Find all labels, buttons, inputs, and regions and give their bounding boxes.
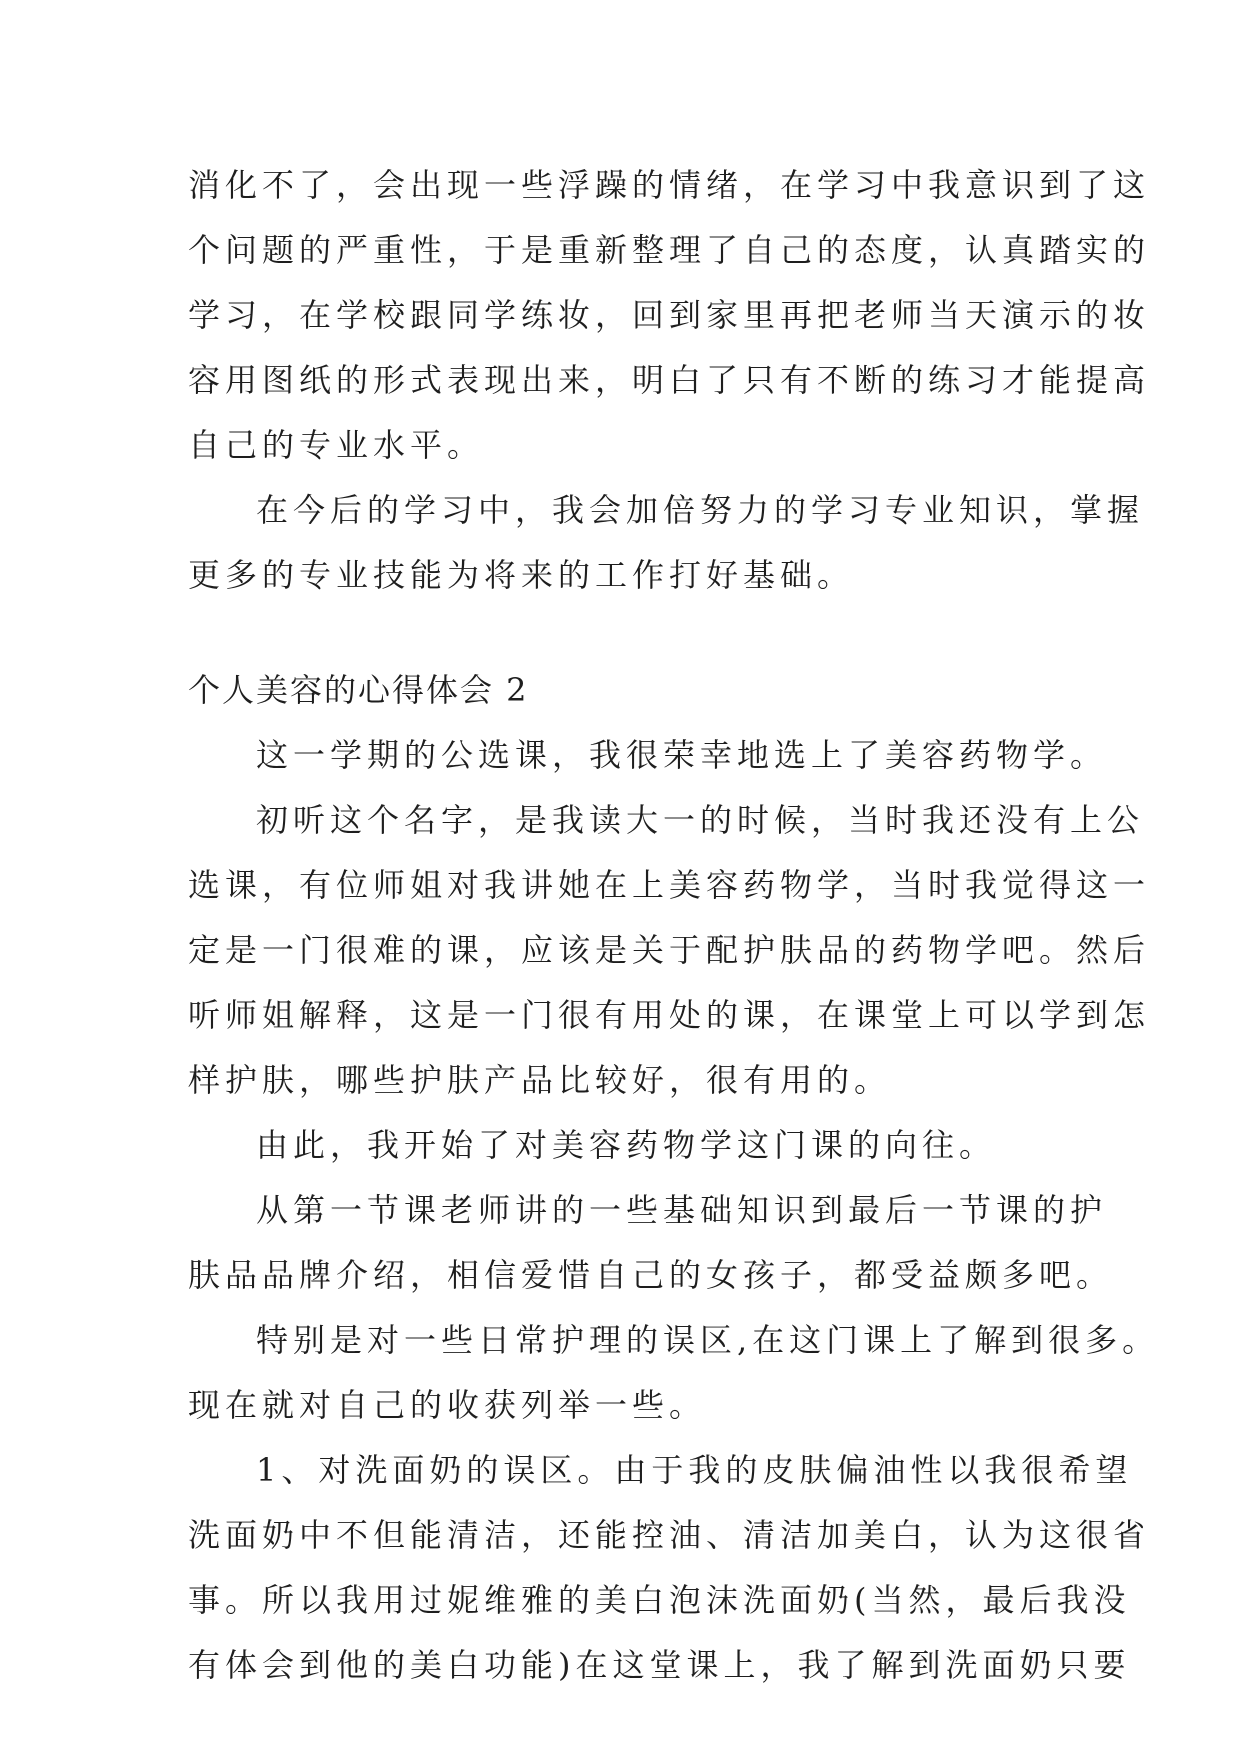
body-text-line: 这一学期的公选课，我很荣幸地选上了美容药物学。: [256, 736, 1108, 774]
body-text-line: 更多的专业技能为将来的工作打好基础。: [188, 556, 855, 594]
body-text-line: 从第一节课老师讲的一些基础知识到最后一节课的护: [256, 1191, 1108, 1229]
body-text-line: 现在就对自己的收获列举一些。: [188, 1386, 707, 1424]
body-text-line: 特别是对一些日常护理的误区,在这门课上了解到很多。: [256, 1321, 1160, 1359]
body-text-line: 学习，在学校跟同学练妆，回到家里再把老师当天演示的妆: [188, 296, 1151, 334]
body-text-line: 初听这个名字，是我读大一的时候，当时我还没有上公: [256, 801, 1145, 839]
body-text-line: 个问题的严重性，于是重新整理了自己的态度，认真踏实的: [188, 231, 1151, 269]
body-text-line: 定是一门很难的课，应该是关于配护肤品的药物学吧。然后: [188, 931, 1151, 969]
body-text-line: 样护肤，哪些护肤产品比较好，很有用的。: [188, 1061, 892, 1099]
section-heading: 个人美容的心得体会 2: [188, 671, 529, 709]
body-text-line: 容用图纸的形式表现出来，明白了只有不断的练习才能提高: [188, 361, 1151, 399]
body-text-line: 自己的专业水平。: [188, 426, 485, 464]
body-text-line: 有体会到他的美白功能)在这堂课上，我了解到洗面奶只要: [188, 1646, 1131, 1684]
body-text-line: 由此，我开始了对美容药物学这门课的向往。: [256, 1126, 997, 1164]
body-text-line: 选课，有位师姐对我讲她在上美容药物学，当时我觉得这一: [188, 866, 1151, 904]
body-text-line: 事。所以我用过妮维雅的美白泡沫洗面奶(当然，最后我没: [188, 1581, 1131, 1619]
body-text-line: 肤品品牌介绍，相信爱惜自己的女孩子，都受益颇多吧。: [188, 1256, 1114, 1294]
body-text-line: 听师姐解释，这是一门很有用处的课，在课堂上可以学到怎: [188, 996, 1151, 1034]
body-text-line: 洗面奶中不但能清洁，还能控油、清洁加美白，认为这很省: [188, 1516, 1151, 1554]
body-text-line: 1、对洗面奶的误区。由于我的皮肤偏油性以我很希望: [256, 1451, 1133, 1489]
body-text-line: 在今后的学习中，我会加倍努力的学习专业知识，掌握: [256, 491, 1145, 529]
body-text-line: 消化不了，会出现一些浮躁的情绪，在学习中我意识到了这: [188, 166, 1151, 204]
